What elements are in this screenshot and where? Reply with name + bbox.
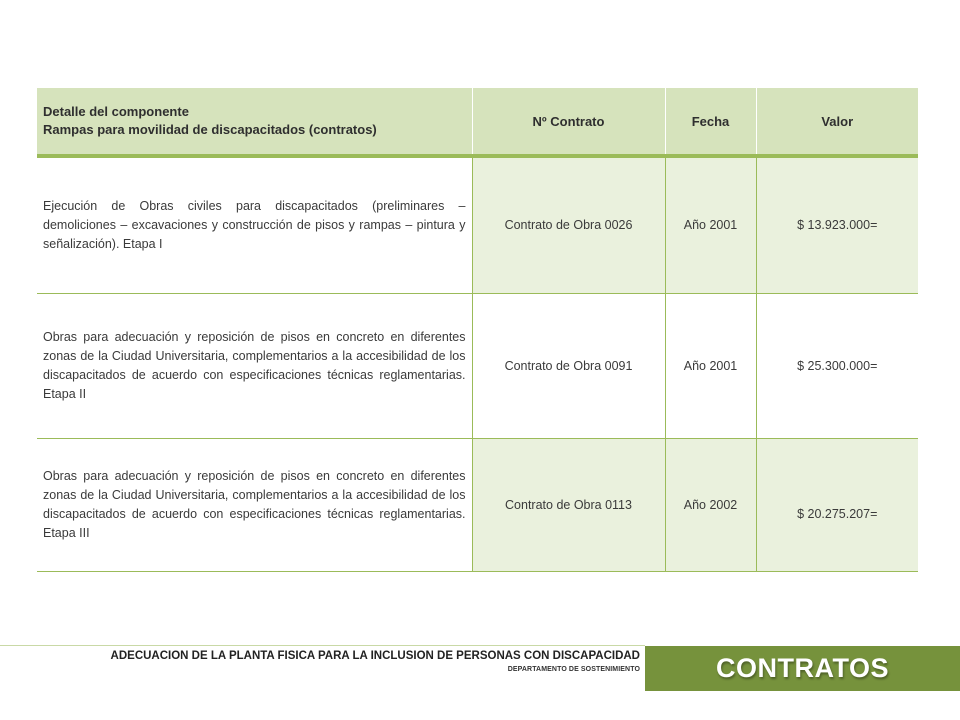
row-contract: Contrato de Obra 0026 xyxy=(472,156,665,293)
footer-subtitle: DEPARTAMENTO DE SOSTENIMIENTO xyxy=(507,666,640,673)
header-date: Fecha xyxy=(665,88,756,156)
row-description: Ejecución de Obras civiles para discapacitados (preliminares – demoliciones – excavaciones y construcción de pisos y rampas – pintura y señalización). Etapa I xyxy=(37,156,472,293)
header-detail xyxy=(37,88,472,156)
section-badge xyxy=(645,646,960,691)
table-row xyxy=(37,293,918,438)
header-value: Valor xyxy=(756,88,918,156)
footer-divider xyxy=(0,645,645,646)
row-date: Año 2001 xyxy=(665,293,756,438)
table-row xyxy=(37,438,918,571)
header-detail-line1: Detalle del componente xyxy=(43,104,189,119)
section-badge-label: CONTRATOS xyxy=(716,653,889,683)
row-value: $ 25.300.000= xyxy=(756,293,918,438)
table-header-row xyxy=(37,88,918,156)
row-contract: Contrato de Obra 0091 xyxy=(472,293,665,438)
row-description: Obras para adecuación y reposición de pisos en concreto en diferentes zonas de la Ciudad Universitaria, complementarios a la accesibilidad de los discapacitados de acuerdo con especificaciones técnicas reglamentarias. Etapa III xyxy=(37,438,472,571)
table-row xyxy=(37,156,918,293)
row-date: Año 2002 xyxy=(665,438,756,571)
footer-title: ADECUACION DE LA PLANTA FISICA PARA LA INCLUSION DE PERSONAS CON DISCAPACIDAD xyxy=(110,650,640,662)
header-detail-line2: Rampas para movilidad de discapacitados (contratos) xyxy=(43,122,377,137)
row-date: Año 2001 xyxy=(665,156,756,293)
header-contract: Nº Contrato xyxy=(472,88,665,156)
row-value: $ 13.923.000= xyxy=(756,156,918,293)
row-description: Obras para adecuación y reposición de pisos en concreto en diferentes zonas de la Ciudad Universitaria, complementarios a la accesibilidad de los discapacitados de acuerdo con especificaciones técnicas reglamentarias. Etapa II xyxy=(37,293,472,438)
row-value: $ 20.275.207= xyxy=(756,438,918,571)
contracts-table xyxy=(37,88,918,572)
row-contract: Contrato de Obra 0113 xyxy=(472,438,665,571)
